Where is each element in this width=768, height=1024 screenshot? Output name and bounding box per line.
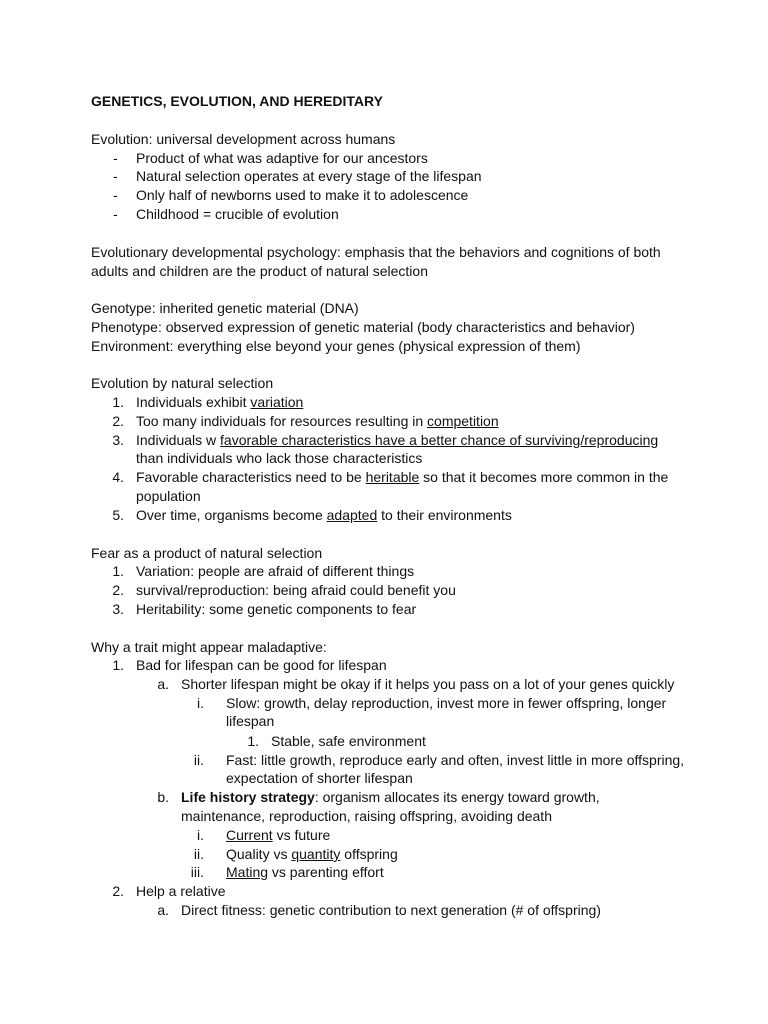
genotype-definition: Genotype: inherited genetic material (DNA) bbox=[91, 300, 359, 316]
list-number: 4. bbox=[112, 469, 124, 485]
natural-selection-item-cont: population bbox=[136, 488, 201, 504]
list-number: 5. bbox=[112, 507, 124, 523]
list-number: 1. bbox=[247, 733, 259, 749]
list-number: 1. bbox=[112, 563, 124, 579]
natural-selection-item: Too many individuals for resources resulting in competition bbox=[136, 413, 499, 429]
list-roman: iii. bbox=[190, 864, 204, 880]
list-roman: i. bbox=[197, 695, 204, 711]
strategy-tradeoff: Current vs future bbox=[226, 827, 331, 843]
natural-selection-item: Favorable characteristics need to be heritable so that it becomes more common in the bbox=[136, 469, 669, 485]
list-roman: ii. bbox=[193, 752, 204, 768]
list-letter: a. bbox=[157, 676, 169, 692]
evolution-heading: Evolution: universal development across humans bbox=[91, 131, 396, 147]
evolution-bullet: Childhood = crucible of evolution bbox=[136, 206, 339, 222]
list-letter: a. bbox=[157, 902, 169, 918]
fear-item: Variation: people are afraid of different things bbox=[136, 563, 415, 579]
fear-item: survival/reproduction: being afraid could benefit you bbox=[136, 582, 456, 598]
maladaptive-subsubitem: Slow: growth, delay reproduction, invest more in fewer offspring, longer bbox=[226, 695, 667, 711]
maladaptive-subitem: Direct fitness: genetic contribution to next generation (# of offspring) bbox=[181, 902, 601, 918]
maladaptive-subsubitem: Fast: little growth, reproduce early and often, invest little in more offspring, bbox=[226, 752, 685, 768]
maladaptive-subsubitem-cont: lifespan bbox=[226, 713, 275, 729]
document-title: GENETICS, EVOLUTION, AND HEREDITARY bbox=[91, 93, 383, 109]
bullet-dash: - bbox=[113, 187, 118, 203]
maladaptive-deep-item: Stable, safe environment bbox=[271, 733, 426, 749]
list-roman: ii. bbox=[193, 846, 204, 862]
list-number: 2. bbox=[112, 413, 124, 429]
natural-selection-item-cont: than individuals who lack those characteristics bbox=[136, 450, 423, 466]
bullet-dash: - bbox=[113, 206, 118, 222]
list-number: 3. bbox=[112, 601, 124, 617]
maladaptive-heading: Why a trait might appear maladaptive: bbox=[91, 639, 327, 655]
bullet-dash: - bbox=[113, 150, 118, 166]
natural-selection-item: Individuals w favorable characteristics have a better chance of surviving/reproducing bbox=[136, 432, 659, 448]
bullet-dash: - bbox=[113, 168, 118, 184]
list-number: 2. bbox=[112, 883, 124, 899]
list-roman: i. bbox=[197, 827, 204, 843]
environment-definition: Environment: everything else beyond your genes (physical expression of them) bbox=[91, 338, 581, 354]
life-history-strategy: Life history strategy: organism allocates its energy toward growth, bbox=[181, 789, 600, 805]
strategy-tradeoff: Quality vs quantity offspring bbox=[226, 846, 398, 862]
evolution-bullet: Product of what was adaptive for our ancestors bbox=[136, 150, 428, 166]
list-number: 2. bbox=[112, 582, 124, 598]
list-number: 1. bbox=[112, 657, 124, 673]
natural-selection-item: Individuals exhibit variation bbox=[136, 394, 304, 410]
phenotype-definition: Phenotype: observed expression of genetic material (body characteristics and behavior) bbox=[91, 319, 635, 335]
maladaptive-subsubitem-cont: expectation of shorter lifespan bbox=[226, 770, 413, 786]
natural-selection-heading: Evolution by natural selection bbox=[91, 375, 274, 391]
fear-heading: Fear as a product of natural selection bbox=[91, 545, 323, 561]
evolution-bullet: Natural selection operates at every stage of the lifespan bbox=[136, 168, 482, 184]
strategy-tradeoff: Mating vs parenting effort bbox=[226, 864, 384, 880]
fear-item: Heritability: some genetic components to fear bbox=[136, 601, 417, 617]
evo-dev-psych-line: Evolutionary developmental psychology: emphasis that the behaviors and cognitions of both bbox=[91, 244, 661, 260]
list-letter: b. bbox=[157, 789, 169, 805]
evo-dev-psych-line: adults and children are the product of natural selection bbox=[91, 263, 428, 279]
natural-selection-item: Over time, organisms become adapted to their environments bbox=[136, 507, 512, 523]
maladaptive-subitem: Shorter lifespan might be okay if it helps you pass on a lot of your genes quickly bbox=[181, 676, 675, 692]
evolution-bullet: Only half of newborns used to make it to adolescence bbox=[136, 187, 469, 203]
list-number: 3. bbox=[112, 432, 124, 448]
maladaptive-item: Help a relative bbox=[136, 883, 226, 899]
list-number: 1. bbox=[112, 394, 124, 410]
life-history-strategy-cont: maintenance, reproduction, raising offspring, avoiding death bbox=[181, 808, 552, 824]
maladaptive-item: Bad for lifespan can be good for lifespan bbox=[136, 657, 387, 673]
